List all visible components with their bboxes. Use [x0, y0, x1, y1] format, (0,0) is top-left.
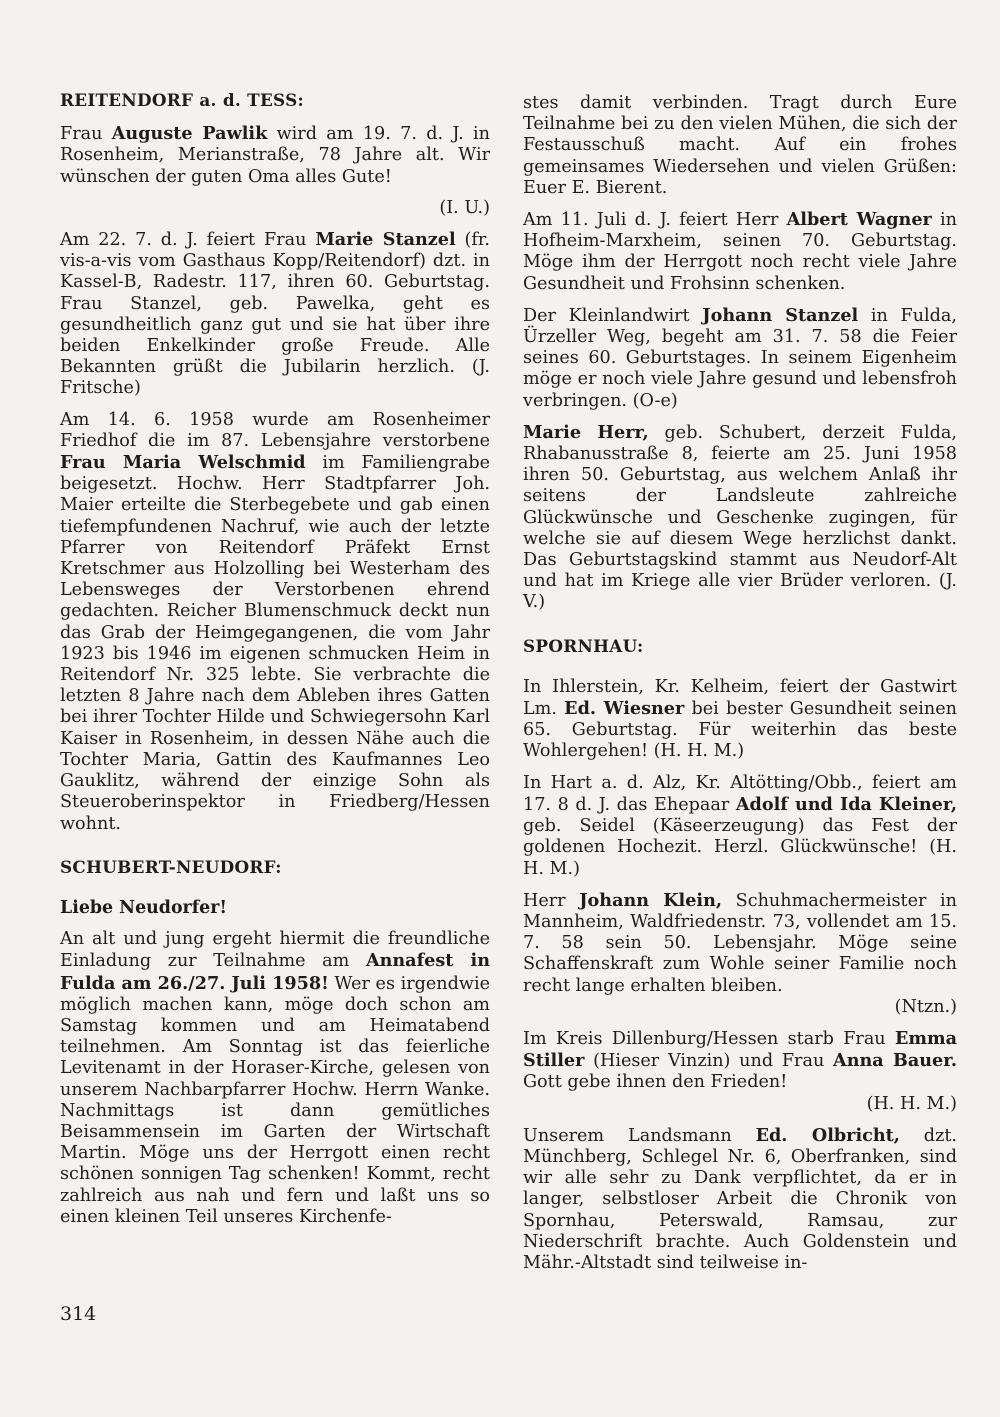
signature-hhm: (H. H. M.) — [866, 1093, 957, 1114]
notice-klein: Herr Johann Klein, Schuhmachermeister in Mannheim, Waldfriedenstr. 73, vollendet am 15. 7. 58 sein 50. Lebensjahr. Möge seine Schaffenskraft zum Wohle seiner Familie noch recht lange erhalten bleiben. — [523, 889, 958, 996]
notice-olbricht: Unserem Landsmann Ed. Olbricht, dzt. Münchberg, Schlegel Nr. 6, Oberfranken, sind wir alle sehr zu Dank verpflichtet, da er in langer, selbstloser Arbeit die Chronik von Spornhau, Peterswald, Ramsau, zur Niederschrift brachte. Auch Goldenstein und Mähr.-Altstadt sind teilweise in- — [523, 1124, 958, 1273]
signature-iu: (I. U.) — [439, 197, 490, 218]
section-heading-reitendorf: REITENDORF a. d. TESS: — [60, 90, 304, 110]
notice-stiller-bauer: Im Kreis Dillenburg/Hessen starb Frau Emma Stiller (Hieser Vinzin) und Frau Anna Bauer. Gott gebe ihnen den Frieden! — [523, 1027, 958, 1093]
section-heading-schubert-neudorf: SCHUBERT-NEUDORF: — [60, 856, 282, 877]
notice-herr: Marie Herr, geb. Schubert, derzeit Fulda, Rhabanusstraße 8, feierte am 25. Juni 1958 ihren 50. Geburtstag, aus welchem Anlaß ihr seitens der Landsleute zahlreiche Glückwünsche und Geschenke zugingen, für welche sie auf diesem Wege herzlichst dankt. Das Geburtstagskind stammt aus Neudorf-Alt und hat im Kriege alle vier Brüder verloren. (J. V.) — [523, 421, 957, 613]
notice-wagner: Am 11. Juli d. J. feiert Herr Albert Wagner in Hofheim-Marxheim, seinen 70. Geburtstag. Möge ihm der Herrgott noch recht viele Jahre Gesundheit und Frohsinn schenken. — [523, 209, 957, 294]
notice-kleiner: In Hart a. d. Alz, Kr. Altötting/Obb., feiert am 17. 8 d. J. das Ehepaar Adolf und Ida Kleiner, geb. Seidel (Käseerzeugung) das Fest der goldenen Hochezit. Herzl. Glückwünsche! (H. H. M.) — [523, 772, 957, 879]
signature-ntzn: (Ntzn.) — [894, 996, 957, 1017]
salutation: Liebe Neudorfer! — [60, 897, 228, 918]
notice-wiesner: In Ihlerstein, Kr. Kelheim, feiert der Gastwirt Lm. Ed. Wiesner bei bester Gesundheit seinen 65. Geburtstag. Für weiterhin das beste Wohlergehen! (H. H. M.) — [523, 676, 957, 762]
notice-stanzel-johann: Der Kleinlandwirt Johann Stanzel in Fulda, Ürzeller Weg, begeht am 31. 7. 58 die Feier seines 60. Geburtstages. In seinem Eigenheim möge er noch viele Jahre gesund und lebensfroh verbringen. (O-e) — [523, 304, 957, 411]
notice-pawlik: Frau Auguste Pawlik wird am 19. 7. d. J. in Rosenheim, Merianstraße, 78 Jahre alt. Wir wünschen der guten Oma alles Gute! — [60, 123, 491, 187]
page-number: 314 — [60, 1303, 97, 1325]
invitation-annafest: An alt und jung ergeht hiermit die freundliche Einladung zur Teilnahme am Annafest in Fulda am 26./27. Juli 1958! Wer es irgendwie möglich machen kann, möge doch schon am Samstag kommen und am Heimatabend teilnehmen. Am Sonntag ist das feierliche Levitenamt in der Horaser-Kirche, gelesen von unserem Nachbarpfarrer Hochw. Herrn Wanke. Nachmittags ist dann gemütliches Beisammensein im Garten der Wirtschaft Martin. Möge uns der Herrgott einen recht schönen sonnigen Tag schenken! Kommt, recht zahlreich aus nah und fern und laßt uns so einen kleinen Teil unseres Kirchenfe- — [60, 929, 490, 1227]
obituary-welschmid: Am 14. 6. 1958 wurde am Rosenheimer Friedhof die im 87. Lebensjahre verstorbene Frau Maria Welschmid im Familiengrabe beigesetzt. Hochw. Herr Stadtpfarrer Joh. Maier erteilte die Sterbegebete und gab einen tiefempfundenen Nachruf, wie auch der letzte Pfarrer von Reitendorf Präfekt Ernst Kretschmer aus Holzolling bei Westerham des Lebensweges der Verstorbenen ehrend gedachten. Reicher Blumenschmuck deckt nun das Grab der Heimgegangenen, die vom Jahr 1923 bis 1946 im eigenen schmucken Heim in Reitendorf Nr. 325 lebte. Sie verbrachte die letzten 8 Jahre nach dem Ableben ihres Gatten bei ihrer Tochter Hilde und Schwiegersohn Karl Kaiser in Rosenheim, in dessen Nähe auch die Tochter Maria, Gattin des Kaufmannes Leo Gauklitz, während der einzige Sohn als Steueroberinspektor in Friedberg/Hessen wohnt. — [60, 409, 490, 834]
notice-stanzel-marie: Am 22. 7. d. J. feiert Frau Marie Stanzel (fr. vis-a-vis vom Gasthaus Kopp/Reitendorf) dzt. in Kassel-B, Radestr. 117, ihren 60. Geburtstag. Frau Stanzel, geb. Pawelka, geht es gesundheitlich ganz gut und sie hat über ihre beiden Enkelkinder große Freude. Alle Bekannten grüßt die Jubilarin herzlich. (J. Fritsche) — [60, 229, 490, 399]
right-column — [523, 93, 957, 1284]
invitation-continued: stes damit verbinden. Tragt durch Eure Teilnahme bei zu den vielen Mühen, die sich der Festausschuß macht. Auf ein frohes gemeinsames Wiedersehen und vielen Grüßen: Euer E. Bierent. — [523, 93, 957, 198]
section-heading-spornhau: SPORNHAU: — [523, 635, 644, 656]
left-column — [60, 90, 490, 1238]
